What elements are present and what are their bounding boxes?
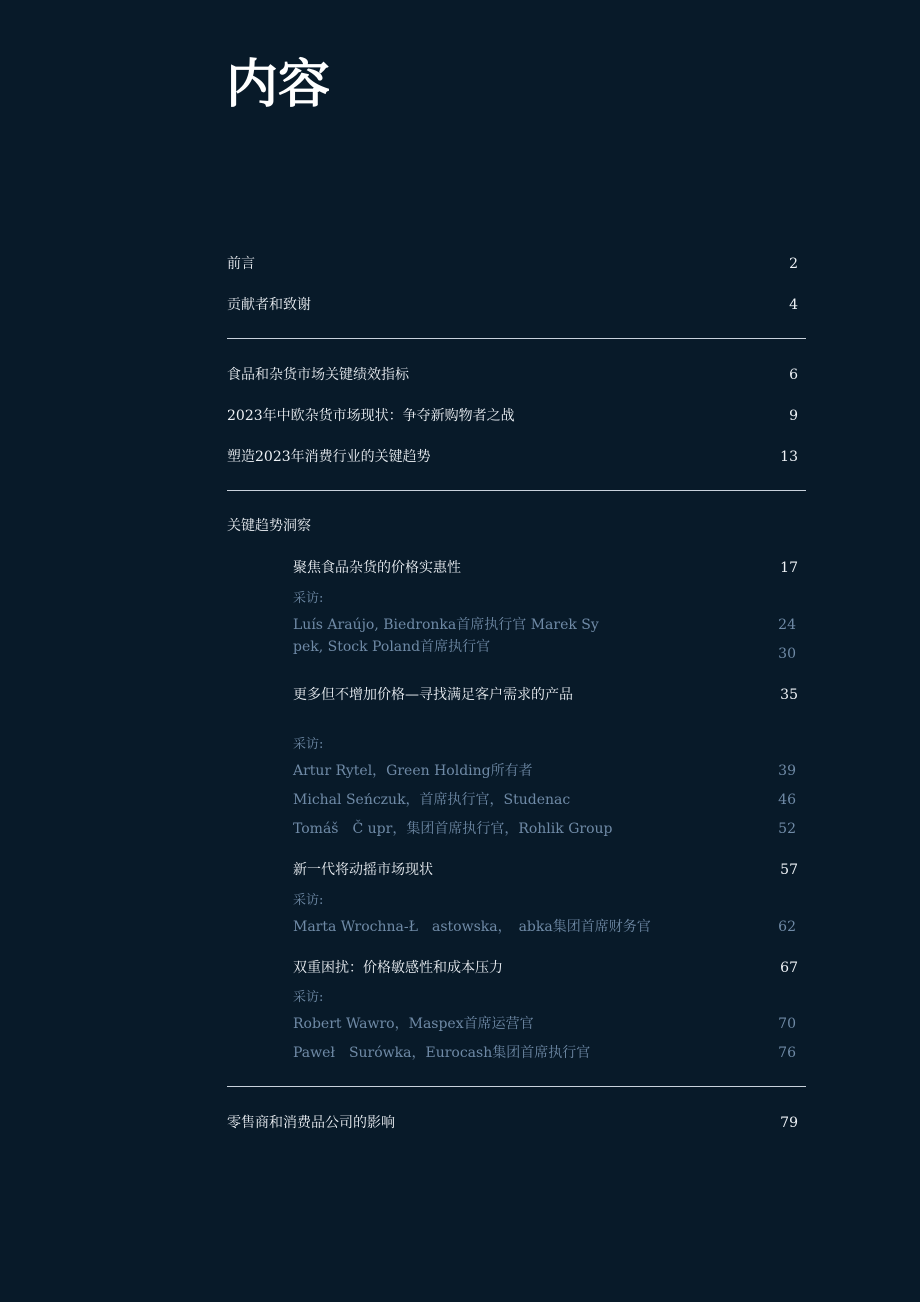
- toc-page-number: 79: [780, 1115, 798, 1131]
- toc-entry-more-for-less[interactable]: 更多但不增加价格—寻找满足客户需求的产品: [293, 687, 573, 703]
- interview-page-number: 62: [778, 919, 796, 935]
- toc-page-number: 35: [780, 687, 798, 703]
- interview-page-number: 52: [778, 821, 796, 837]
- interview-entry[interactable]: Marta Wrochna-Ł astowska， abka集团首席财务官: [293, 919, 651, 935]
- interview-page-number: 76: [778, 1045, 796, 1061]
- interview-page-number: 30: [778, 646, 796, 662]
- interview-page-number: 70: [778, 1016, 796, 1032]
- interview-label: 采访:: [293, 893, 324, 908]
- interview-label: 采访:: [293, 737, 324, 752]
- interview-entry[interactable]: Luís Araújo, Biedronka首席执行官 Marek Sy: [293, 617, 599, 633]
- interview-label: 采访:: [293, 591, 324, 606]
- page-title: 内容: [226, 55, 331, 115]
- toc-entry-kpi[interactable]: 食品和杂货市场关键绩效指标: [227, 367, 409, 383]
- interview-entry[interactable]: Tomáš Č upr，集团首席执行官，Rohlik Group: [293, 821, 613, 837]
- interview-page-number: 24: [778, 617, 796, 633]
- interview-entry[interactable]: Paweł Surówka，Eurocash集团首席执行官: [293, 1045, 591, 1061]
- section-divider: [227, 338, 806, 339]
- interview-entry[interactable]: Artur Rytel，Green Holding所有者: [293, 763, 533, 779]
- toc-page-number: 57: [780, 862, 798, 878]
- toc-page-number: 2: [789, 256, 798, 272]
- section-divider: [227, 1086, 806, 1087]
- toc-entry-implications[interactable]: 零售商和消费品公司的影响: [227, 1115, 395, 1131]
- interview-page-number: 39: [778, 763, 796, 779]
- interview-label: 采访:: [293, 990, 324, 1005]
- toc-page-number: 13: [780, 449, 798, 465]
- toc-entry-preface[interactable]: 前言: [227, 256, 255, 272]
- toc-entry-affordability[interactable]: 聚焦食品杂货的价格实惠性: [293, 560, 461, 576]
- toc-entry-double-pressure[interactable]: 双重困扰：价格敏感性和成本压力: [293, 960, 503, 976]
- toc-page-number: 17: [780, 560, 798, 576]
- toc-entry-trends[interactable]: 塑造2023年消费行业的关键趋势: [227, 449, 431, 465]
- toc-entry-contributors[interactable]: 贡献者和致谢: [227, 297, 311, 313]
- section-divider: [227, 490, 806, 491]
- toc-section-heading: 关键趋势洞察: [227, 518, 311, 534]
- toc-page-number: 6: [789, 367, 798, 383]
- toc-entry-new-generation[interactable]: 新一代将动摇市场现状: [293, 862, 433, 878]
- interview-entry[interactable]: pek, Stock Poland首席执行官: [293, 639, 491, 655]
- interview-page-number: 46: [778, 792, 796, 808]
- toc-page-number: 4: [789, 297, 798, 313]
- toc-page-number: 9: [789, 408, 798, 424]
- toc-entry-market-status[interactable]: 2023年中欧杂货市场现状：争夺新购物者之战: [227, 408, 515, 424]
- toc-page-number: 67: [780, 960, 798, 976]
- interview-entry[interactable]: Michal Seńczuk，首席执行官，Studenac: [293, 792, 571, 808]
- interview-entry[interactable]: Robert Wawro，Maspex首席运营官: [293, 1016, 534, 1032]
